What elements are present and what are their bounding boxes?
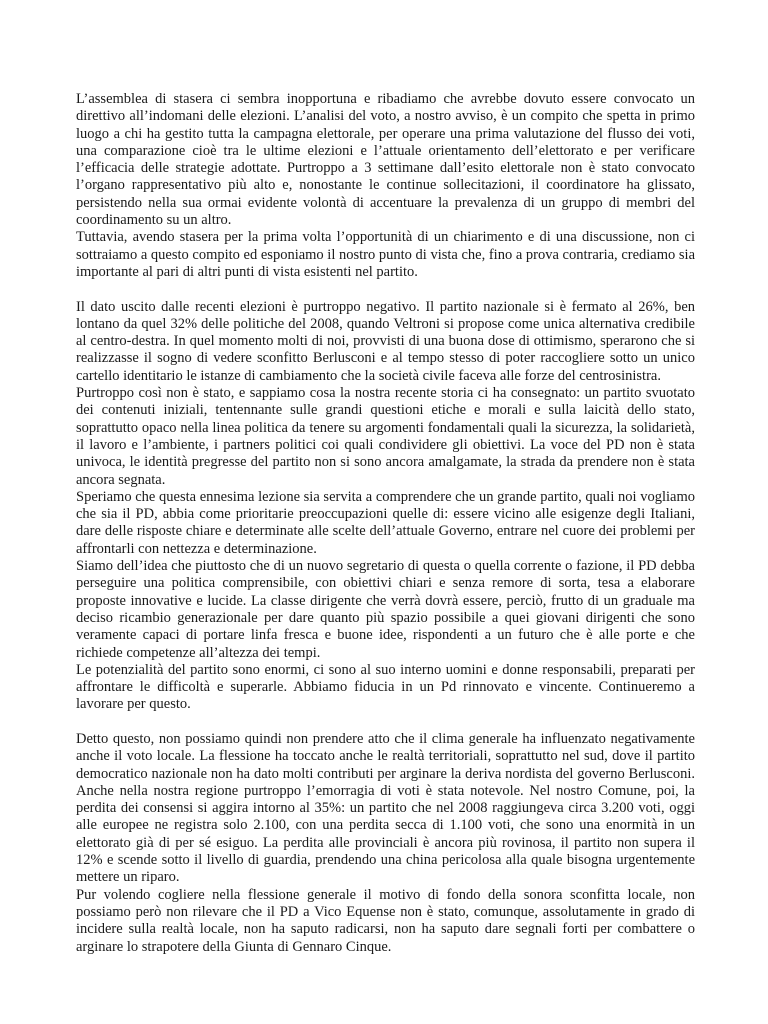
paragraph-tuttavia: Tuttavia, avendo stasera per la prima volta l’opportunità di un chiarimento e di una discussione, non ci sottraiamo a questo compito ed esponiamo il nostro punto di vista che, fino a prova contraria, crediamo sia importante al pari di altri punti di vista esistenti nel partito.: [76, 229, 695, 280]
paragraph-purtroppo: Purtroppo così non è stato, e sappiamo cosa la nostra recente storia ci ha consegnato: un partito svuotato dei contenuti iniziali, tentennante sulle grandi questioni etiche e morali e sulla laicità dello stato, soprattutto opaco nella linea politica da tenere su argomenti fondamentali quali la sicurezza, la solidarietà, il lavoro e l’ambiente, i partners politici coi quali condividere gli obiettivi. La voce del PD non è stata univoca, le identità pregresse del partito non si sono ancora amalgamate, la strada da prendere non è stata ancora segnata.: [76, 385, 695, 488]
paragraph-potenzialita: Le potenzialità del partito sono enormi, ci sono al suo interno uomini e donne responsabili, preparati per affrontare le difficoltà e superarle. Abbiamo fiducia in un Pd rinnovato e vincente. Continueremo a lavorare per questo.: [76, 661, 695, 713]
paragraph-detto-questo: Detto questo, non possiamo quindi non prendere atto che il clima generale ha influenzato negativamente anche il voto locale. La flessione ha toccato anche le realtà territoriali, soprattutto nel sud, dove il partito democratico nazionale non ha dato molti contributi per arginare la deriva nordista del governo Berlusconi. Anche nella nostra regione purtroppo l’emorragia di voti è stata notevole. Nel nostro Comune, poi, la perdita dei consensi si aggira intorno al 35%: un partito che nel 2008 raggiungeva circa 3.200 voti, oggi alle europee ne registra solo 2.100, con una perdita secca di 1.100 voti, che sono una enormità in un elettorato già di per sé esiguo. La perdita alle provinciali è ancora più rovinosa, il partito non supera il 12% e scende sotto il livello di guardia, prendendo una china pericolosa alla quale bisogna urgentemente mettere un riparo.: [76, 730, 695, 886]
paragraph-assemblea: L’assemblea di stasera ci sembra inopportuna e ribadiamo che avrebbe dovuto essere convocato un direttivo all’indomani delle elezioni. L’analisi del voto, a nostro avviso, è un compito che spetta in primo luogo a chi ha gestito tutta la campagna elettorale, per operare una prima valutazione del flusso dei voti, una comparazione cioè tra le ultime elezioni e l’attuale orientamento dell’elettorato e per verificare l’efficacia delle strategie adottate. Purtroppo a 3 settimane dall’esito elettorale non è stato convocato l’organo rappresentativo più alto e, nonostante le continue sollecitazioni, il coordinatore ha glissato, persistendo nella sua ormai evidente volontà di accentuare la prevalenza di un gruppo di membri del coordinamento su un altro.: [76, 91, 695, 229]
paragraph-siamo-dell-idea: Siamo dell’idea che piuttosto che di un nuovo segretario di questa o quella corrente o fazione, il PD debba perseguire una politica comprensibile, con obiettivi chiari e senza remore di sorta, tesa a elaborare proposte innovative e lucide. La classe dirigente che verrà dovrà essere, perciò, frutto di un graduale ma deciso ricambio generazionale per dare quanto più spazio possibile a quei giovani dirigenti che sono veramente capaci di portare linfa fresca e buone idee, rispondenti a un futuro che è alle porte e che richiede competenze all’altezza dei tempi.: [76, 558, 695, 661]
document-page: [76, 91, 695, 956]
paragraph-speriamo: Speriamo che questa ennesima lezione sia servita a comprendere che un grande partito, quali noi vogliamo che sia il PD, abbia come prioritarie preoccupazioni quelle di: essere vicino alle esigenze degli Italiani, dare delle risposte chiare e determinate alle scelte dell’attuale Governo, entrare nel cuore dei problemi per affrontarli con nettezza e determinazione.: [76, 488, 695, 557]
paragraph-dato-elezioni: Il dato uscito dalle recenti elezioni è purtroppo negativo. Il partito nazionale si è fermato al 26%, ben lontano da quel 32% delle politiche del 2008, quando Veltroni si propose come unica alternativa credibile al centro-destra. In quel momento molti di noi, provvisti di una buona dose di ottimismo, sperarono che si realizzasse il sogno di vedere sconfitto Berlusconi e al tempo stesso di poter raccogliere sotto un unico cartello identitario le istanze di cambiamento che la società civile faceva alle forze del centrosinistra.: [76, 298, 695, 384]
paragraph-pur-volendo: Pur volendo cogliere nella flessione generale il motivo di fondo della sonora sconfitta locale, non possiamo però non rilevare che il PD a Vico Equense non è stato, comunque, assolutamente in grado di incidere sulla realtà locale, non ha saputo radicarsi, non ha saputo dare segnali forti per combattere o arginare lo strapotere della Giunta di Gennaro Cinque.: [76, 886, 695, 955]
